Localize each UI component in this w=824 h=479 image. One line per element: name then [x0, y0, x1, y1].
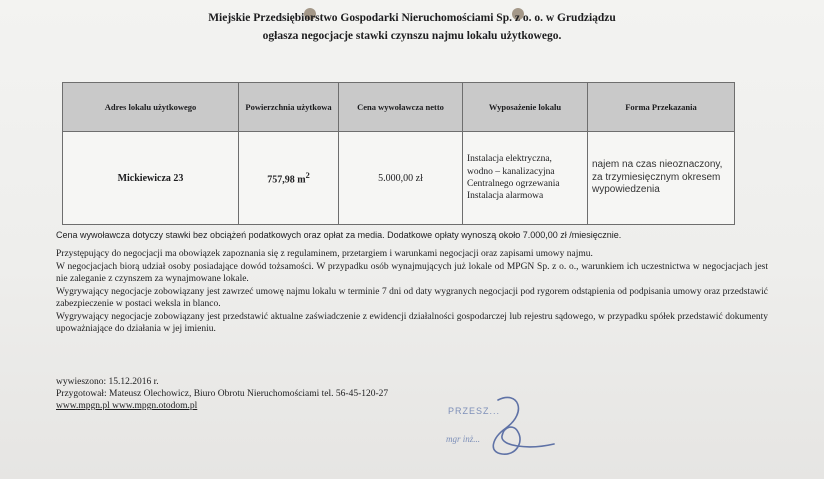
paragraph-contract: Wygrywający negocjacje zobowiązany jest zawrzeć umowę najmu lokalu w terminie 7 dni od daty wygranych negocjacji pod rygorem odstąpienia od podpisania umowy oraz przedstawić zabezpieczenie w postaci weksla in blanco.: [56, 287, 768, 309]
cell-price: 5.000,00 zł: [339, 132, 463, 225]
website-links[interactable]: www.mpgn.pl www.mpgn.otodom.pl: [56, 401, 198, 411]
cell-form: najem na czas nieoznaczony, za trzymiesięcznym okresem wypowiedzenia: [588, 132, 735, 225]
header-address: Adres lokalu użytkowego: [63, 83, 239, 132]
paragraph-rules: Przystępujący do negocjacji ma obowiązek zapoznania się z regulaminem, przetargiem i warunkami negocjacji oraz zapisami umowy najmu.: [56, 249, 593, 259]
posted-date: wywieszono: 15.12.2016 r.: [56, 377, 159, 387]
header-line-2: ogłasza negocjacje stawki czynszu najmu lokalu użytkowego.: [262, 30, 562, 42]
header-price: Cena wywoławcza netto: [339, 83, 463, 132]
header-equipment: Wyposażenie lokalu: [463, 83, 588, 132]
equipment-line: Instalacja alarmowa: [467, 191, 544, 202]
prepared-by: Przygotował: Mateusz Olechowicz, Biuro Obrotu Nieruchomościami tel. 56-45-120-27: [56, 389, 389, 399]
header-line-1: Miejskie Przedsiębiorstwo Gospodarki Nieruchomościami Sp. z o. o. w Grudziądzu: [208, 12, 616, 24]
table-row: [63, 132, 735, 225]
area-unit-sup: 2: [305, 170, 310, 180]
table-header-row: [63, 83, 735, 132]
stamp-name: mgr inż...: [446, 434, 481, 444]
header-area: Powierzchnia użytkowa: [239, 83, 339, 132]
header-form: Forma Przekazania: [588, 83, 735, 132]
stamp-title: PRZESZ...: [448, 406, 501, 416]
area-value: 757,98 m: [267, 174, 306, 186]
cell-equipment: [463, 132, 588, 225]
offer-table: [62, 82, 735, 225]
equipment-line: Centralnego ogrzewania: [467, 179, 560, 189]
price-note: Cena wywoławcza dotyczy stawki bez obciążeń podatkowych oraz opłat za media. Dodatkowe opłaty wynoszą około 7.000,00 zł /miesięcznie.: [56, 230, 622, 240]
equipment-line: wodno – kanalizacyjna: [467, 166, 555, 177]
signature-stamp: [440, 404, 570, 456]
paragraph-participants: W negocjacjach biorą udział osoby posiadające dowód tożsamości. W przypadku osób wynajmujących już lokale od MPGN Sp. z o. o., warunkiem ich uczestnictwa w negocjacjach jest nie zaleganie z czynszem za wynajmowane lokale.: [56, 262, 768, 284]
handwritten-signature-icon: [458, 392, 568, 460]
cell-address: Mickiewicza 23: [63, 132, 239, 225]
paragraph-documents: Wygrywający negocjacje zobowiązany jest przedstawić aktualne zaświadczenie z ewidencji działalności gospodarczej lub rejestru sądowego, w przypadku spółek przedstawić dokumenty upoważniające do działania w jej imieniu.: [56, 312, 768, 334]
cell-area: [239, 132, 339, 225]
equipment-line: Instalacja elektryczna,: [467, 154, 552, 165]
